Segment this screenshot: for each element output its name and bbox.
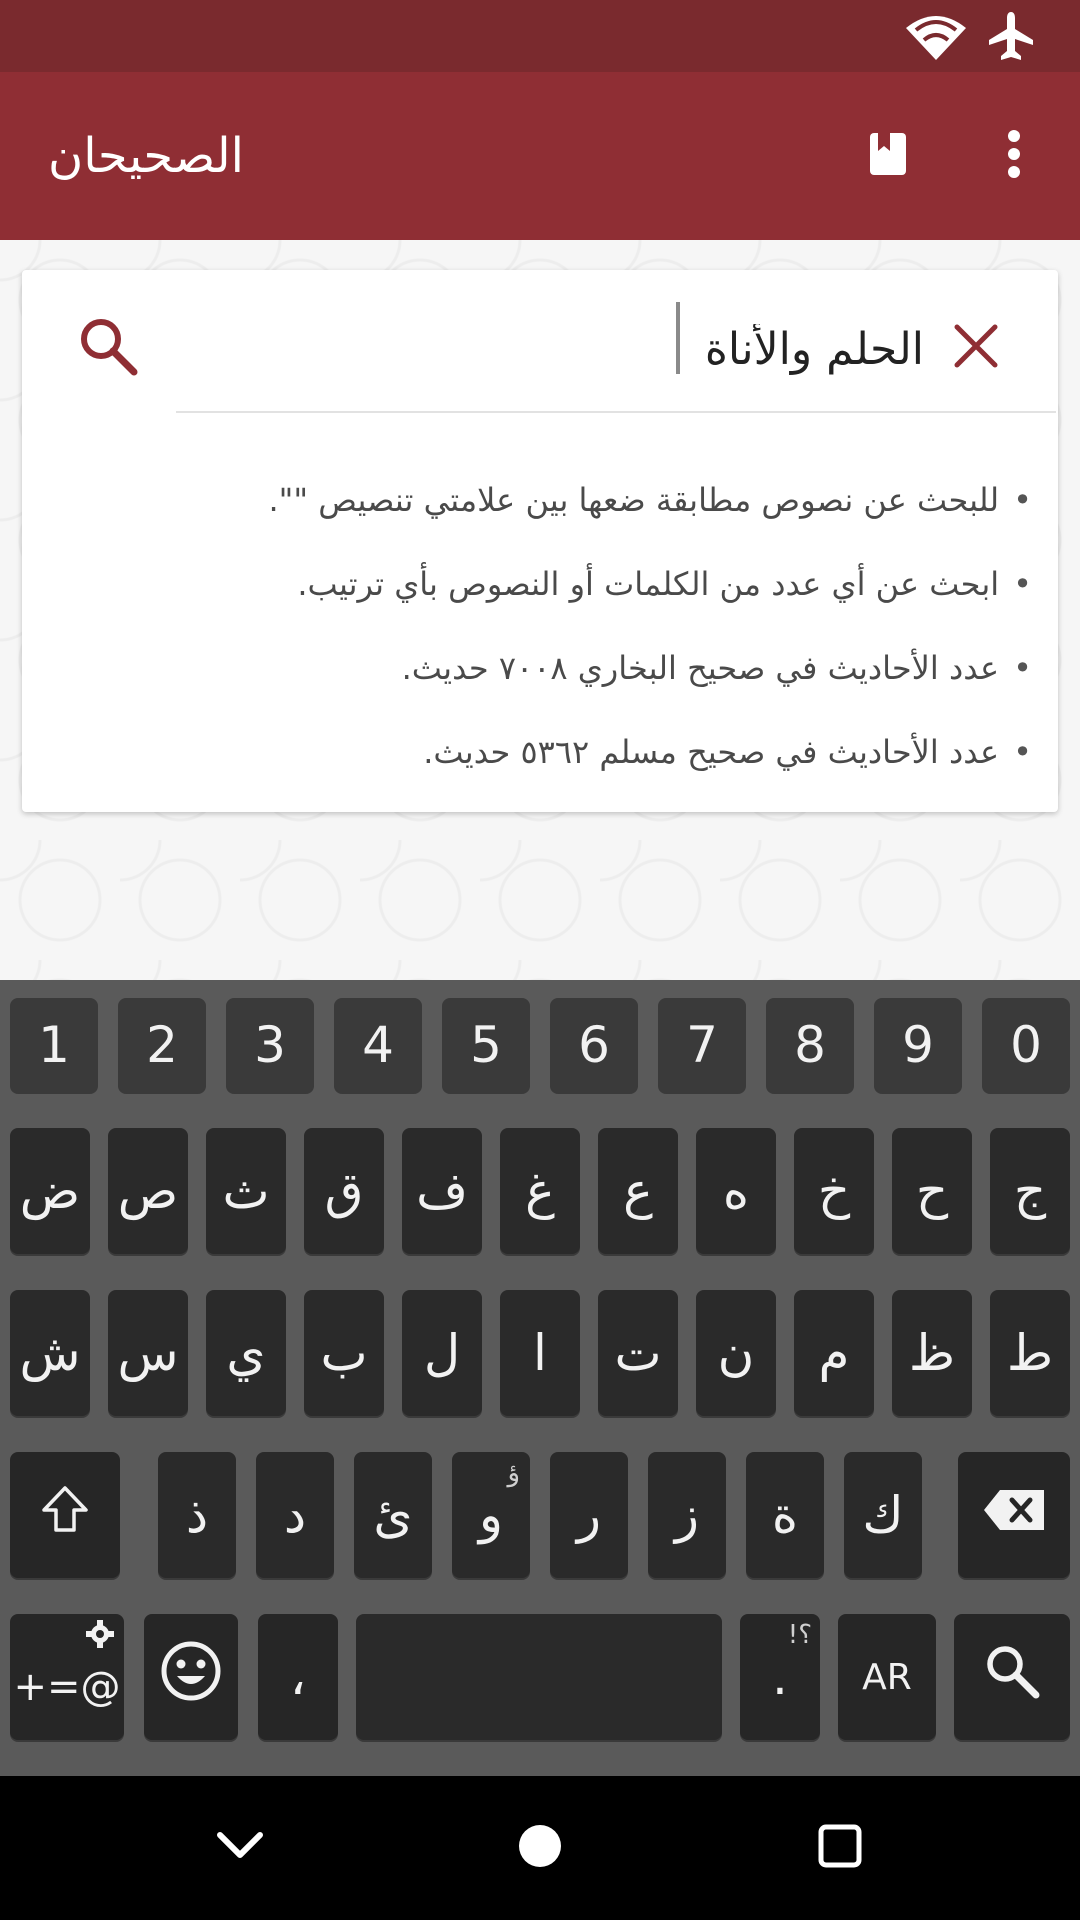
key-letter[interactable]: ذ	[158, 1452, 236, 1578]
key-letter[interactable]: ة	[746, 1452, 824, 1578]
more-options-button[interactable]	[982, 124, 1046, 188]
clear-search-button[interactable]	[944, 316, 1008, 380]
period-key[interactable]: . !؟	[740, 1614, 820, 1740]
backspace-key[interactable]	[958, 1452, 1070, 1578]
symbols-key[interactable]: +=@	[10, 1614, 124, 1740]
wifi-icon	[904, 12, 968, 66]
back-chevron-icon	[216, 1831, 264, 1865]
key-letter[interactable]: ف	[402, 1128, 482, 1254]
list-item: •للبحث عن نصوص مطابقة ضعها بين علامتي تنصيص "".	[268, 481, 1032, 519]
close-icon	[952, 322, 1000, 374]
soft-keyboard	[0, 980, 1080, 1776]
key-9[interactable]: 9	[874, 998, 962, 1092]
key-5[interactable]: 5	[442, 998, 530, 1092]
key-3[interactable]: 3	[226, 998, 314, 1092]
comma-key[interactable]: ،	[258, 1614, 338, 1740]
key-letter[interactable]: ل	[402, 1290, 482, 1416]
recents-square-icon	[818, 1824, 862, 1872]
key-0[interactable]: 0	[982, 998, 1070, 1092]
key-letter-waw[interactable]: و ؤ	[452, 1452, 530, 1578]
status-bar	[0, 0, 1080, 72]
key-letter[interactable]: ع	[598, 1128, 678, 1254]
recents-button[interactable]	[800, 1808, 880, 1888]
key-letter[interactable]: ب	[304, 1290, 384, 1416]
key-letter[interactable]: ه	[696, 1128, 776, 1254]
key-letter[interactable]: ق	[304, 1128, 384, 1254]
key-letter[interactable]: ي	[206, 1290, 286, 1416]
key-1[interactable]: 1	[10, 998, 98, 1092]
emoji-smiley-icon	[160, 1640, 222, 1714]
space-key[interactable]	[356, 1614, 722, 1740]
key-7[interactable]: 7	[658, 998, 746, 1092]
input-underline	[176, 411, 1056, 413]
search-card	[22, 270, 1058, 812]
emoji-key[interactable]	[144, 1614, 238, 1740]
key-letter[interactable]: ث	[206, 1128, 286, 1254]
list-item: •عدد الأحاديث في صحيح مسلم ٥٣٦٢ حديث.	[423, 733, 1032, 771]
key-8[interactable]: 8	[766, 998, 854, 1092]
search-icon	[983, 1642, 1041, 1712]
key-2[interactable]: 2	[118, 998, 206, 1092]
list-item: •ابحث عن أي عدد من الكلمات أو النصوص بأي ترتيب.	[297, 565, 1032, 603]
list-item: •عدد الأحاديث في صحيح البخاري ٧٠٠٨ حديث.	[401, 649, 1032, 687]
key-letter[interactable]: س	[108, 1290, 188, 1416]
key-letter[interactable]: ك	[844, 1452, 922, 1578]
backspace-icon	[982, 1486, 1046, 1544]
home-button[interactable]	[500, 1808, 580, 1888]
navigation-bar	[0, 1776, 1080, 1920]
keyboard-search-key[interactable]	[954, 1614, 1070, 1740]
key-letter[interactable]: خ	[794, 1128, 874, 1254]
key-letter[interactable]: غ	[500, 1128, 580, 1254]
key-letter[interactable]: ز	[648, 1452, 726, 1578]
language-key[interactable]: AR	[838, 1614, 936, 1740]
search-input[interactable]	[162, 300, 926, 398]
key-6[interactable]: 6	[550, 998, 638, 1092]
bookmarks-button[interactable]	[856, 124, 920, 188]
app-bar	[0, 72, 1080, 240]
gear-icon	[84, 1618, 116, 1657]
shift-arrow-icon	[40, 1484, 90, 1546]
airplane-mode-icon	[986, 10, 1036, 66]
key-letter[interactable]: ش	[10, 1290, 90, 1416]
key-letter[interactable]: م	[794, 1290, 874, 1416]
key-letter[interactable]: ح	[892, 1128, 972, 1254]
key-letter[interactable]: ط	[990, 1290, 1070, 1416]
key-hint: ؤ	[507, 1458, 520, 1488]
key-letter[interactable]: ر	[550, 1452, 628, 1578]
home-circle-icon	[518, 1824, 562, 1872]
search-tips-list	[62, 458, 1032, 794]
key-letter[interactable]: ت	[598, 1290, 678, 1416]
key-letter[interactable]: ا	[500, 1290, 580, 1416]
key-letter[interactable]: د	[256, 1452, 334, 1578]
search-button[interactable]	[76, 314, 144, 382]
key-letter[interactable]: ن	[696, 1290, 776, 1416]
key-letter[interactable]: ظ	[892, 1290, 972, 1416]
key-letter[interactable]: ص	[108, 1128, 188, 1254]
key-letter[interactable]: ض	[10, 1128, 90, 1254]
app-title: الصحيحان	[48, 128, 244, 184]
text-caret	[676, 302, 680, 374]
key-letter[interactable]: ئ	[354, 1452, 432, 1578]
shift-key[interactable]	[10, 1452, 120, 1578]
key-hint: !؟	[787, 1620, 812, 1650]
key-4[interactable]: 4	[334, 998, 422, 1092]
bookmark-icon	[868, 131, 908, 181]
key-letter[interactable]: ج	[990, 1128, 1070, 1254]
search-icon	[76, 363, 140, 382]
back-button[interactable]	[200, 1808, 280, 1888]
more-vert-icon	[1006, 130, 1022, 182]
